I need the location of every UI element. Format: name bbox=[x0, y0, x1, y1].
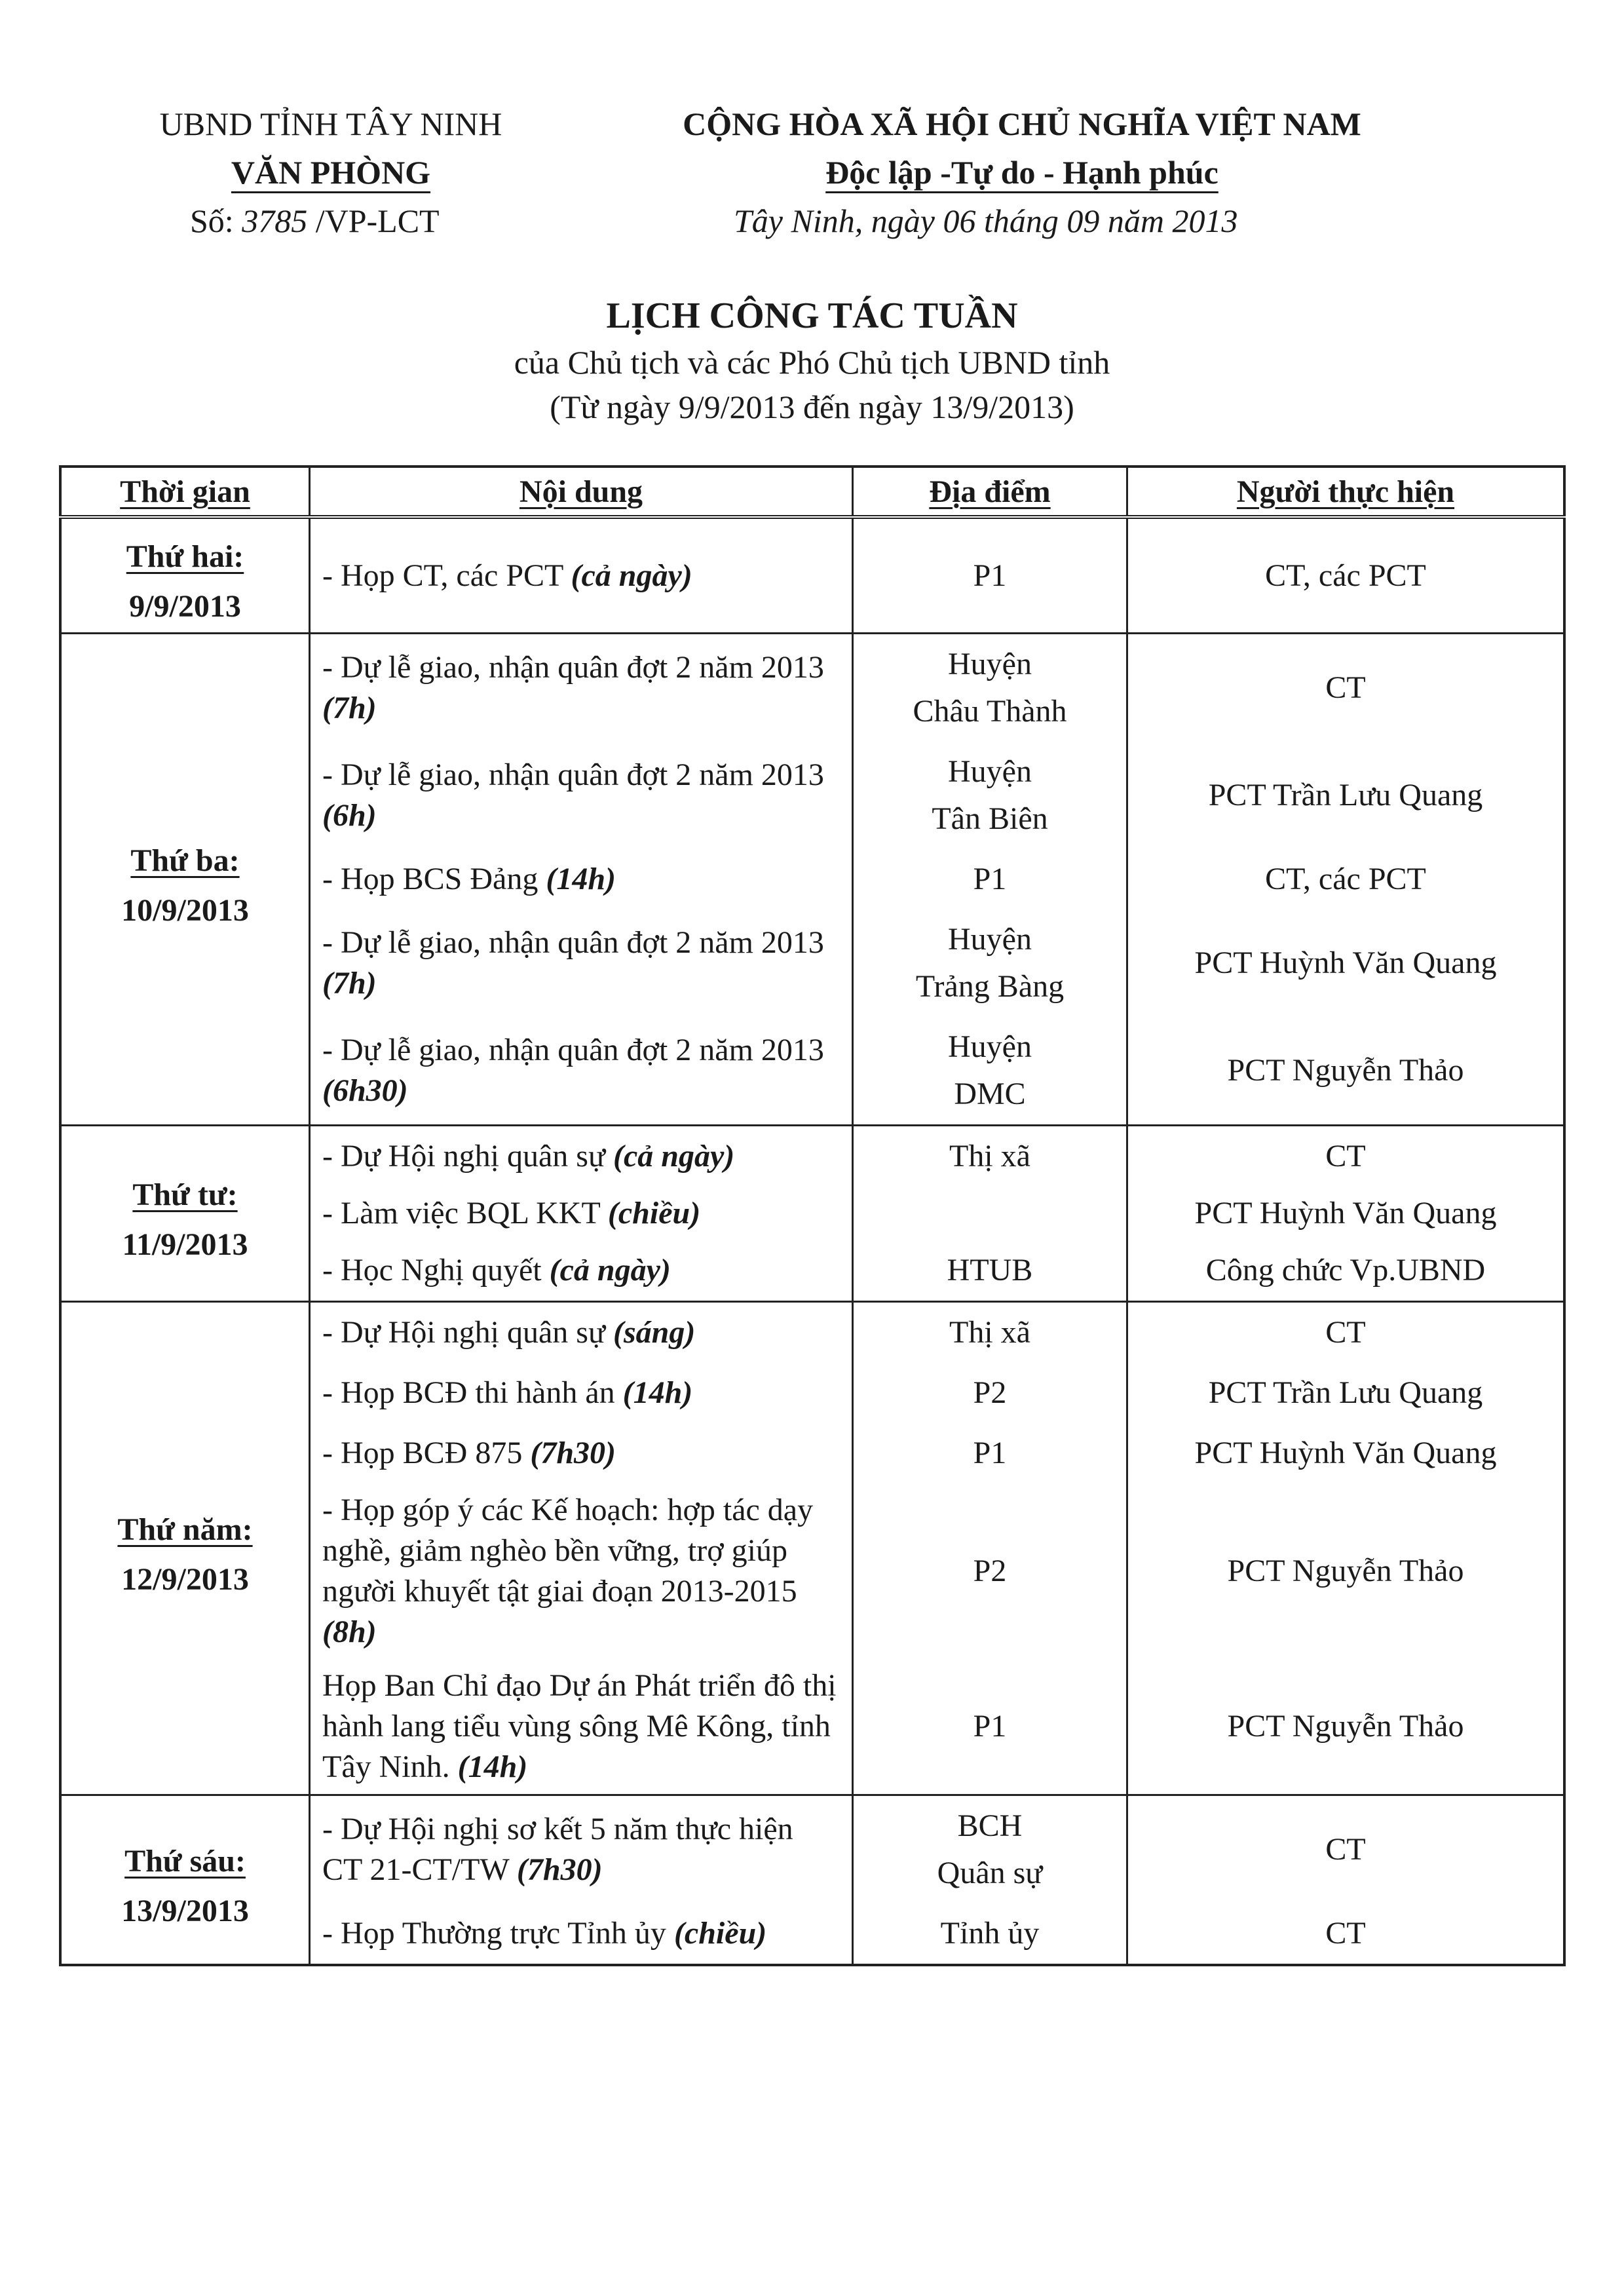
content-cell: - Họp BCĐ 875 (7h30) bbox=[310, 1423, 853, 1483]
table-row bbox=[60, 517, 1564, 634]
content-cell: Họp Ban Chỉ đạo Dự án Phát triển đô thị hành lang tiểu vùng sông Mê Kông, tỉnh Tây Ninh. (14h) bbox=[310, 1659, 853, 1795]
document-subtitle: của Chủ tịch và các Phó Chủ tịch UBND tỉnh bbox=[514, 344, 1110, 381]
issuer-office: VĂN PHÒNG bbox=[231, 154, 431, 191]
person-cell: PCT Nguyễn Thảo bbox=[1127, 1017, 1565, 1126]
place-cell: BCH Quân sự bbox=[853, 1795, 1127, 1904]
place-cell: P1 bbox=[853, 1423, 1127, 1483]
content-cell: - Dự lễ giao, nhận quân đợt 2 năm 2013 (7h) bbox=[310, 909, 853, 1017]
person-cell: CT bbox=[1127, 1903, 1565, 1965]
content-cell: - Họp BCS Đảng (14h) bbox=[310, 849, 853, 909]
place-cell: Thị xã bbox=[853, 1126, 1127, 1187]
place-cell: Huyện Tân Biên bbox=[853, 742, 1127, 849]
table-row bbox=[60, 634, 1564, 742]
issuer-block bbox=[115, 100, 547, 197]
place-cell: Huyện Trảng Bàng bbox=[853, 909, 1127, 1017]
person-cell: PCT Huỳnh Văn Quang bbox=[1127, 1187, 1565, 1240]
content-cell: - Dự Hội nghị sơ kết 5 năm thực hiện CT 21-CT/TW (7h30) bbox=[310, 1795, 853, 1904]
header-time: Thời gian bbox=[60, 467, 310, 517]
day-cell: Thứ năm: 12/9/2013 bbox=[60, 1302, 310, 1795]
content-cell: - Làm việc BQL KKT (chiều) bbox=[310, 1187, 853, 1240]
day-cell: Thứ sáu: 13/9/2013 bbox=[60, 1795, 310, 1966]
day-cell: Thứ ba: 10/9/2013 bbox=[60, 634, 310, 1126]
person-cell: CT, các PCT bbox=[1127, 849, 1565, 909]
place-cell: Thị xã bbox=[853, 1302, 1127, 1364]
content-cell: - Họp BCĐ thi hành án (14h) bbox=[310, 1363, 853, 1423]
document-number: Số: 3785 /VP-LCT bbox=[190, 202, 440, 239]
place-cell: P1 bbox=[853, 1659, 1127, 1795]
document-date: Tây Ninh, ngày 06 tháng 09 năm 2013 bbox=[734, 202, 1238, 239]
place-cell: Tỉnh ủy bbox=[853, 1903, 1127, 1965]
content-cell: - Dự lễ giao, nhận quân đợt 2 năm 2013 (6h30) bbox=[310, 1017, 853, 1126]
place-cell: HTUB bbox=[853, 1240, 1127, 1302]
person-cell: PCT Trần Lưu Quang bbox=[1127, 1363, 1565, 1423]
place-cell: Huyện Châu Thành bbox=[853, 634, 1127, 742]
person-cell: CT, các PCT bbox=[1127, 517, 1565, 634]
person-cell: PCT Huỳnh Văn Quang bbox=[1127, 1423, 1565, 1483]
person-cell: CT bbox=[1127, 1126, 1565, 1187]
person-cell: PCT Nguyễn Thảo bbox=[1127, 1659, 1565, 1795]
document-title-block bbox=[0, 292, 1624, 429]
content-cell: - Dự Hội nghị quân sự (sáng) bbox=[310, 1302, 853, 1364]
table-row bbox=[60, 1795, 1564, 1904]
place-cell: Huyện DMC bbox=[853, 1017, 1127, 1126]
person-cell: PCT Trần Lưu Quang bbox=[1127, 742, 1565, 849]
schedule-table bbox=[59, 465, 1566, 1966]
header-person: Người thực hiện bbox=[1127, 467, 1565, 517]
person-cell: CT bbox=[1127, 1795, 1565, 1904]
day-cell: Thứ tư: 11/9/2013 bbox=[60, 1126, 310, 1302]
document-date-day: 06 bbox=[943, 202, 976, 239]
document-date-range: (Từ ngày 9/9/2013 đến ngày 13/9/2013) bbox=[550, 389, 1074, 425]
place-cell: P2 bbox=[853, 1363, 1127, 1423]
header-content: Nội dung bbox=[310, 467, 853, 517]
national-motto-block bbox=[629, 100, 1415, 197]
issuer-authority: UBND TỈNH TÂY NINH bbox=[159, 105, 502, 142]
table-header-row bbox=[60, 467, 1564, 517]
day-cell: Thứ hai: 9/9/2013 bbox=[60, 517, 310, 634]
table-row bbox=[60, 1302, 1564, 1364]
person-cell: CT bbox=[1127, 1302, 1565, 1364]
place-cell: P1 bbox=[853, 517, 1127, 634]
national-motto: Độc lập -Tự do - Hạnh phúc bbox=[825, 154, 1218, 191]
content-cell: - Dự lễ giao, nhận quân đợt 2 năm 2013 (7h) bbox=[310, 634, 853, 742]
document-title: LỊCH CÔNG TÁC TUẦN bbox=[606, 296, 1018, 336]
person-cell: CT bbox=[1127, 634, 1565, 742]
place-cell bbox=[853, 1187, 1127, 1240]
content-cell: - Họp góp ý các Kế hoạch: hợp tác dạy nghề, giảm nghèo bền vững, trợ giúp người khuyết tật giai đoạn 2013-2015 (8h) bbox=[310, 1483, 853, 1659]
content-cell: - Học Nghị quyết (cả ngày) bbox=[310, 1240, 853, 1302]
content-cell: - Dự Hội nghị quân sự (cả ngày) bbox=[310, 1126, 853, 1187]
content-cell: - Dự lễ giao, nhận quân đợt 2 năm 2013 (6h) bbox=[310, 742, 853, 849]
person-cell: PCT Huỳnh Văn Quang bbox=[1127, 909, 1565, 1017]
person-cell: PCT Nguyễn Thảo bbox=[1127, 1483, 1565, 1659]
content-cell: - Họp CT, các PCT (cả ngày) bbox=[310, 517, 853, 634]
header-place: Địa điểm bbox=[853, 467, 1127, 517]
person-cell: Công chức Vp.UBND bbox=[1127, 1240, 1565, 1302]
content-cell: - Họp Thường trực Tỉnh ủy (chiều) bbox=[310, 1903, 853, 1965]
national-name: CỘNG HÒA XÃ HỘI CHỦ NGHĨA VIỆT NAM bbox=[683, 105, 1361, 142]
place-cell: P2 bbox=[853, 1483, 1127, 1659]
document-number-value: 3785 bbox=[242, 202, 308, 239]
table-row bbox=[60, 1126, 1564, 1187]
place-cell: P1 bbox=[853, 849, 1127, 909]
